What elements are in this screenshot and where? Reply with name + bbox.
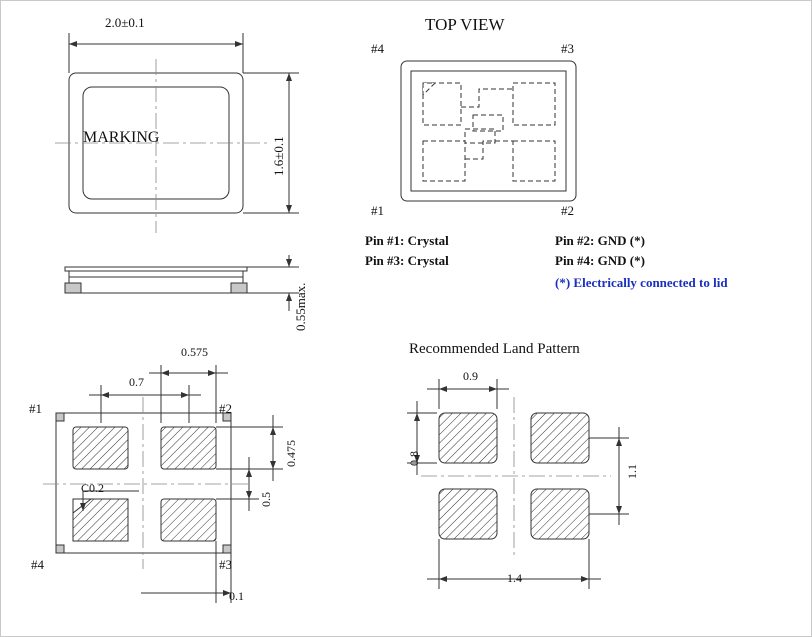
pin-row-2-left: Pin #3: Crystal (365, 253, 449, 268)
dim-pad-gap-y: 0.5 (259, 492, 273, 507)
bottom-pin-3-label: #3 (219, 557, 232, 572)
top-view-pin-1-label: #1 (371, 203, 384, 218)
dim-chamfer: C0.2 (81, 481, 105, 495)
land-dim-total-width: 1.4 (507, 571, 522, 585)
top-view-pin-3-label: #3 (561, 41, 574, 56)
top-view-pin-2-label: #2 (561, 203, 574, 218)
pin-table-note: (*) Electrically connected to lid (555, 275, 728, 290)
pin-assignment-table (365, 233, 785, 291)
land-dim-pad-width: 0.9 (463, 369, 478, 383)
dim-pad-edge: 0.1 (229, 589, 244, 603)
package-outline-drawing (21, 11, 321, 241)
land-dim-pad-height: 0.8 (407, 451, 421, 466)
dim-body-width: 2.0±0.1 (105, 15, 145, 30)
land-dim-total-height: 1.1 (625, 464, 639, 479)
marking-label: MARKING (83, 129, 160, 146)
dim-pad-width: 0.575 (181, 345, 208, 359)
dim-pad-pitch-x: 0.7 (129, 375, 144, 389)
dim-pad-height: 0.475 (284, 440, 298, 467)
pin-row-1-left: Pin #1: Crystal (365, 233, 449, 248)
land-pattern-title: Recommended Land Pattern (409, 341, 580, 357)
package-side-view-drawing (21, 249, 321, 349)
top-view-pin-4-label: #4 (371, 41, 384, 56)
bottom-pin-2-label: #2 (219, 401, 232, 416)
bottom-view-drawing (21, 351, 321, 626)
pin-row-2-right: Pin #4: GND (*) (555, 253, 645, 268)
top-view-title: TOP VIEW (425, 15, 505, 34)
dim-body-height: 1.6±0.1 (271, 136, 286, 176)
pin-row-1-right: Pin #2: GND (*) (555, 233, 645, 248)
dim-package-height: 0.55max. (293, 282, 308, 331)
bottom-pin-4-label: #4 (31, 557, 44, 572)
bottom-pin-1-label: #1 (29, 401, 42, 416)
top-view-drawing (361, 37, 621, 217)
